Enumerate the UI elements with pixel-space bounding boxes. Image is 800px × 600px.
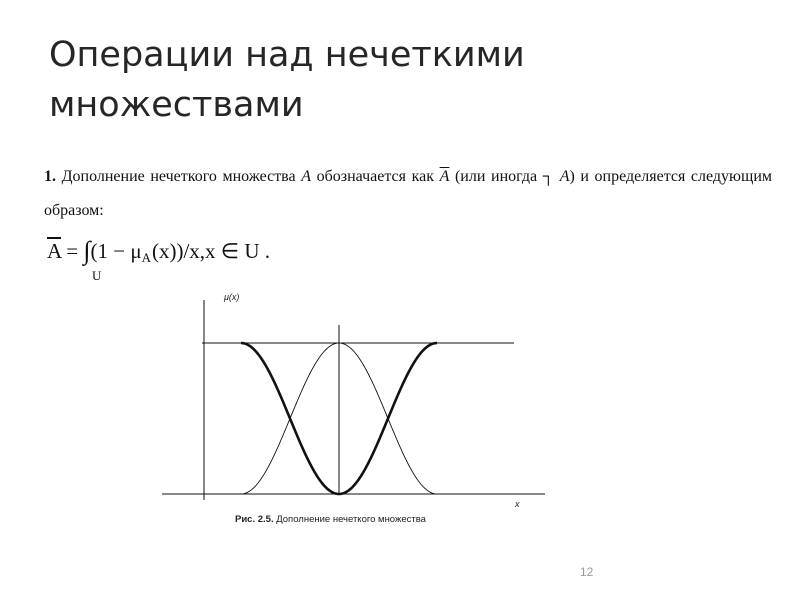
formula-equals: =: [61, 239, 84, 263]
set-a-2: A: [559, 168, 570, 185]
x-axis-label: x: [515, 499, 520, 509]
item-number: 1.: [44, 168, 56, 185]
formula-arg: (x): [151, 239, 177, 263]
caption-text: Дополнение нечеткого множества: [273, 514, 426, 525]
y-axis-label: μ(x): [224, 292, 240, 302]
slide-title: Операции над нечеткими множествами: [49, 35, 525, 125]
paragraph-text-4: ) и определяется следующим образом:: [44, 168, 773, 219]
negation-sign: ┐: [542, 168, 555, 185]
figure-caption: [235, 514, 426, 525]
caption-number: Рис. 2.5.: [235, 514, 274, 525]
formula-open: (1 −: [90, 239, 131, 263]
paragraph-text-1: Дополнение нечеткого множества: [56, 168, 302, 185]
formula-mu: μ: [130, 239, 142, 263]
formula-rest: )/x,x ∈ U .: [176, 239, 271, 263]
formula-lhs: $\overline{A}$: [47, 239, 62, 263]
paragraph-text-3: (или иногда: [449, 168, 543, 185]
integral-lower-limit: U: [92, 268, 102, 283]
set-a: A: [301, 168, 312, 185]
formula-subscript: A: [141, 250, 151, 265]
page-number: 12: [580, 565, 594, 579]
paragraph-text-2: обозначается как: [311, 168, 440, 185]
integral-sign: ∫: [83, 236, 91, 265]
complement-a: $\overline{A}$: [439, 168, 450, 185]
